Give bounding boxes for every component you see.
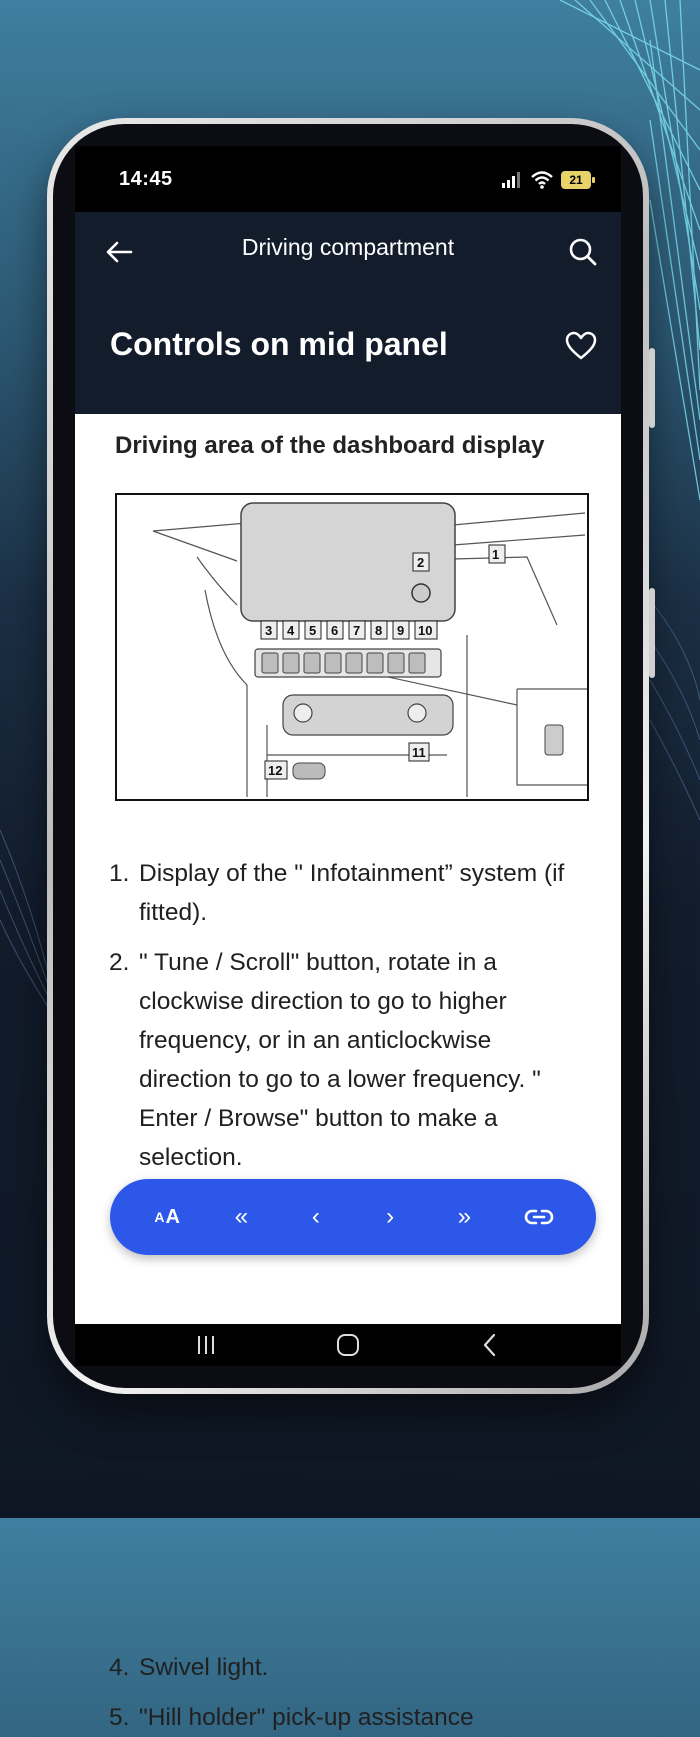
next-icon: › <box>386 1203 395 1230</box>
first-page-button[interactable] <box>216 1192 266 1242</box>
next-page-button[interactable] <box>365 1192 415 1242</box>
figure-label: 1 <box>492 547 500 562</box>
list-item-text: Display of the " Infotainment” system (if fitted). <box>139 860 565 926</box>
list-item-number: 5. <box>109 1704 130 1731</box>
status-time: 14:45 <box>119 168 173 190</box>
heart-icon <box>565 331 597 361</box>
figure-label: 10 <box>418 623 433 638</box>
system-back-button[interactable] <box>465 1327 515 1363</box>
list-item <box>109 943 589 1177</box>
list-item-number: 2. <box>109 949 130 976</box>
font-size-button[interactable] <box>142 1192 192 1242</box>
screen <box>75 146 621 1731</box>
figure-label: 3 <box>265 623 273 638</box>
figure-label: 7 <box>353 623 361 638</box>
home-button[interactable] <box>323 1327 373 1363</box>
list-item-number: 4. <box>109 1654 130 1681</box>
font-size-small-glyph: A <box>154 1209 165 1225</box>
favorite-button[interactable] <box>561 326 601 366</box>
page-title: Controls on mid panel <box>110 326 448 362</box>
figure-label: 6 <box>331 623 339 638</box>
back-icon <box>481 1333 499 1357</box>
phone-frame <box>47 118 649 1731</box>
signal-icon <box>501 172 523 188</box>
list-item-text: " Tune / Scroll" button, rotate in a clockwise direction to go to higher frequency, or in an anticlockwise direction to go to a lower frequency. " Enter / Browse" button to make a selection. <box>139 949 541 1171</box>
recents-icon <box>195 1334 217 1356</box>
figure-label: 8 <box>375 623 383 638</box>
last-page-icon: » <box>457 1203 472 1230</box>
figure-label: 11 <box>412 745 426 760</box>
list-item-number: 1. <box>109 860 130 887</box>
list-item <box>109 1698 619 1737</box>
list-item <box>109 1648 619 1687</box>
list-item-text: "Hill holder" pick-up assistance <box>139 1704 474 1731</box>
last-page-button[interactable] <box>439 1192 489 1242</box>
first-page-icon: « <box>234 1203 249 1230</box>
prev-icon: ‹ <box>311 1203 320 1230</box>
power-button <box>649 588 655 678</box>
list-item-text: Swivel light. <box>139 1654 269 1681</box>
dashboard-diagram <box>115 493 589 801</box>
battery-icon: 21 <box>561 171 591 189</box>
figure-label: 12 <box>268 763 283 778</box>
section-heading: Driving area of the dashboard display <box>115 432 545 459</box>
figure-label: 9 <box>397 623 405 638</box>
font-size-large-glyph: A <box>165 1205 180 1228</box>
list-item <box>109 854 589 932</box>
phone-bezel <box>53 124 643 1731</box>
app-header <box>75 212 621 414</box>
reader-toolbar <box>110 1179 596 1255</box>
controls-list <box>109 854 589 1731</box>
share-link-button[interactable] <box>514 1192 564 1242</box>
volume-button <box>649 348 655 428</box>
figure-label: 2 <box>417 555 425 570</box>
dashboard-illustration <box>117 495 587 799</box>
link-icon <box>524 1208 554 1226</box>
figure-label: 5 <box>309 623 317 638</box>
system-nav-bar <box>75 1324 621 1366</box>
wifi-icon <box>531 171 553 189</box>
previous-page-button[interactable] <box>291 1192 341 1242</box>
home-icon <box>335 1332 361 1358</box>
figure-label: 4 <box>287 623 295 638</box>
status-icons <box>501 168 591 192</box>
recents-button[interactable] <box>181 1327 231 1363</box>
search-icon <box>568 237 598 267</box>
nav-title: Driving compartment <box>241 234 455 260</box>
status-bar <box>75 146 621 212</box>
search-button[interactable] <box>563 232 603 272</box>
